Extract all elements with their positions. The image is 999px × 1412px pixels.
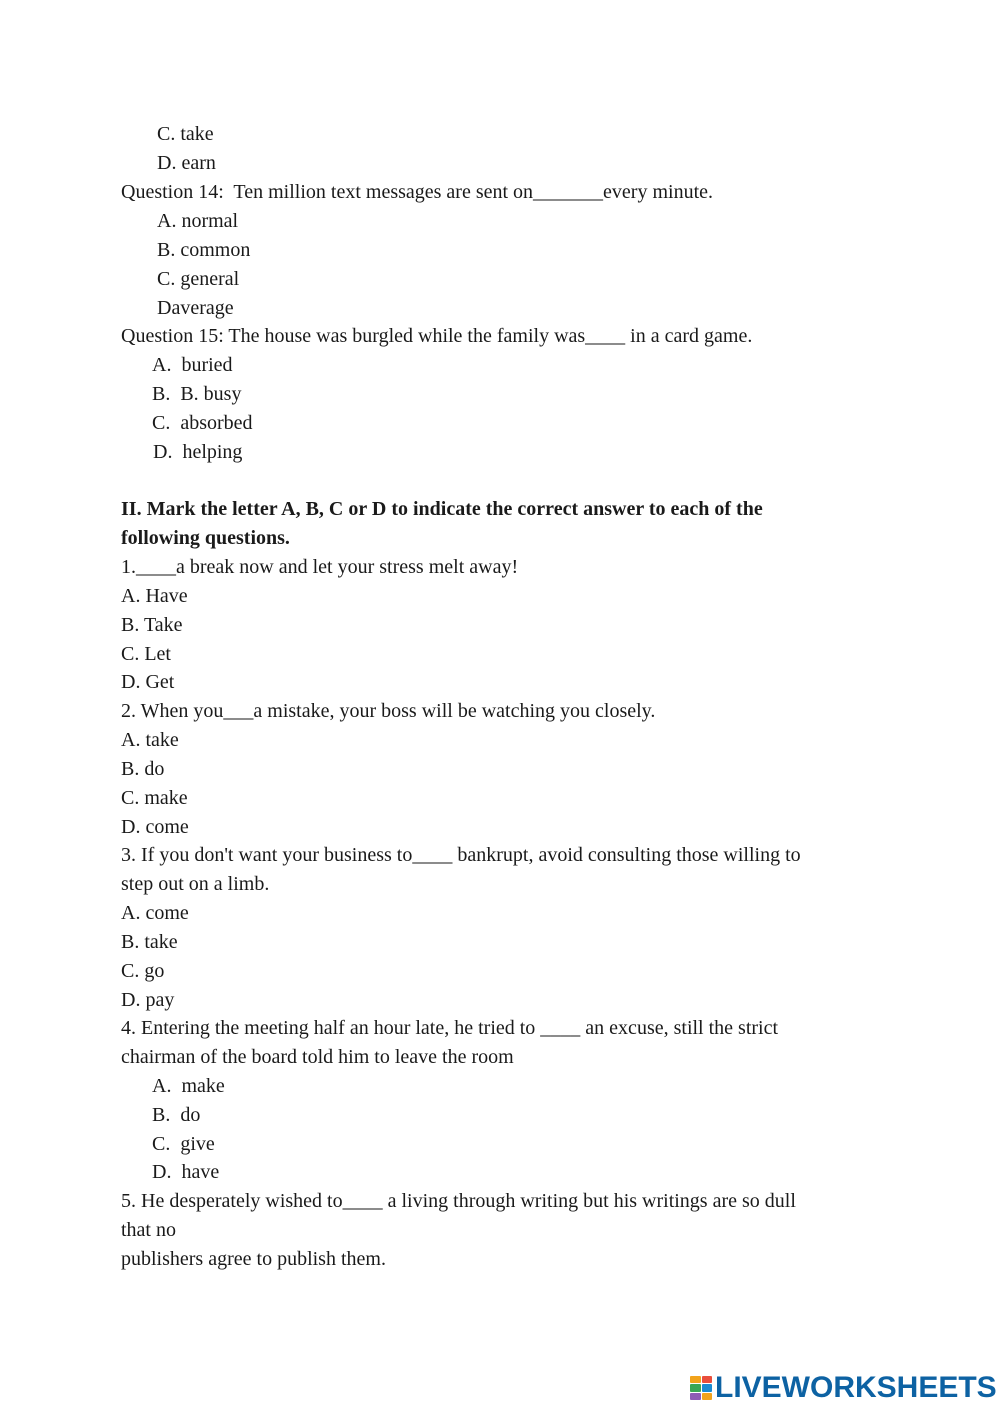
q4-option-b: B. do: [152, 1104, 201, 1126]
q1-option-a: A. Have: [121, 585, 188, 607]
logo-icon-square: [690, 1376, 701, 1383]
question-3-line2: step out on a limb.: [121, 873, 270, 895]
q14-option-c: C. general: [157, 268, 240, 290]
question-5-line1: 5. He desperately wished to____ a living through writing but his writings are so dull: [121, 1190, 796, 1212]
q15-option-b: B. B. busy: [152, 383, 242, 405]
q15-option-a: A. buried: [152, 354, 233, 376]
logo-icon-square: [702, 1393, 713, 1400]
q4-option-a: A. make: [152, 1075, 225, 1097]
q3-option-c: C. go: [121, 960, 165, 982]
q3-option-a: A. come: [121, 902, 189, 924]
q4-option-c: C. give: [152, 1133, 215, 1155]
question-4-line2: chairman of the board told him to leave the room: [121, 1046, 514, 1068]
q14-option-a: A. normal: [157, 210, 239, 232]
q3-option-d: D. pay: [121, 989, 175, 1011]
question-15: Question 15: The house was burgled while the family was____ in a card game.: [121, 325, 753, 347]
question-4-line1: 4. Entering the meeting half an hour late, he tried to ____ an excuse, still the strict: [121, 1017, 779, 1039]
logo-icon-square: [690, 1384, 701, 1391]
q14-option-d: Daverage: [157, 297, 234, 319]
q14-option-b: B. common: [157, 239, 251, 261]
question-5-line2: that no: [121, 1219, 176, 1241]
liveworksheets-wordmark: LIVEWORKSHEETS: [715, 1371, 997, 1404]
q1-option-b: B. Take: [121, 614, 183, 636]
logo-icon-square: [690, 1393, 701, 1400]
q4-option-d: D. have: [152, 1161, 220, 1183]
q15-option-d: D. helping: [153, 441, 243, 463]
q2-option-d: D. come: [121, 816, 189, 838]
q13-option-d: D. earn: [157, 152, 216, 174]
q2-option-c: C. make: [121, 787, 188, 809]
question-3-line1: 3. If you don't want your business to____ bankrupt, avoid consulting those willing to: [121, 844, 801, 866]
q1-option-c: C. Let: [121, 643, 171, 665]
question-1: 1.____a break now and let your stress melt away!: [121, 556, 519, 578]
q2-option-b: B. do: [121, 758, 165, 780]
q1-option-d: D. Get: [121, 671, 175, 693]
section-ii-heading-line1: II. Mark the letter A, B, C or D to indicate the correct answer to each of the: [121, 498, 763, 520]
section-ii-heading-line2: following questions.: [121, 527, 290, 549]
logo-icon-square: [702, 1384, 713, 1391]
question-5-line3: publishers agree to publish them.: [121, 1248, 386, 1270]
q2-option-a: A. take: [121, 729, 179, 751]
q3-option-b: B. take: [121, 931, 178, 953]
liveworksheets-logo[interactable]: [690, 1372, 997, 1404]
q13-option-c: C. take: [157, 123, 214, 145]
question-14: Question 14: Ten million text messages are sent on_______every minute.: [121, 181, 714, 203]
logo-icon-square: [702, 1376, 713, 1383]
liveworksheets-logo-icon: [690, 1376, 712, 1400]
question-2: 2. When you___a mistake, your boss will be watching you closely.: [121, 700, 656, 722]
q15-option-c: C. absorbed: [152, 412, 253, 434]
